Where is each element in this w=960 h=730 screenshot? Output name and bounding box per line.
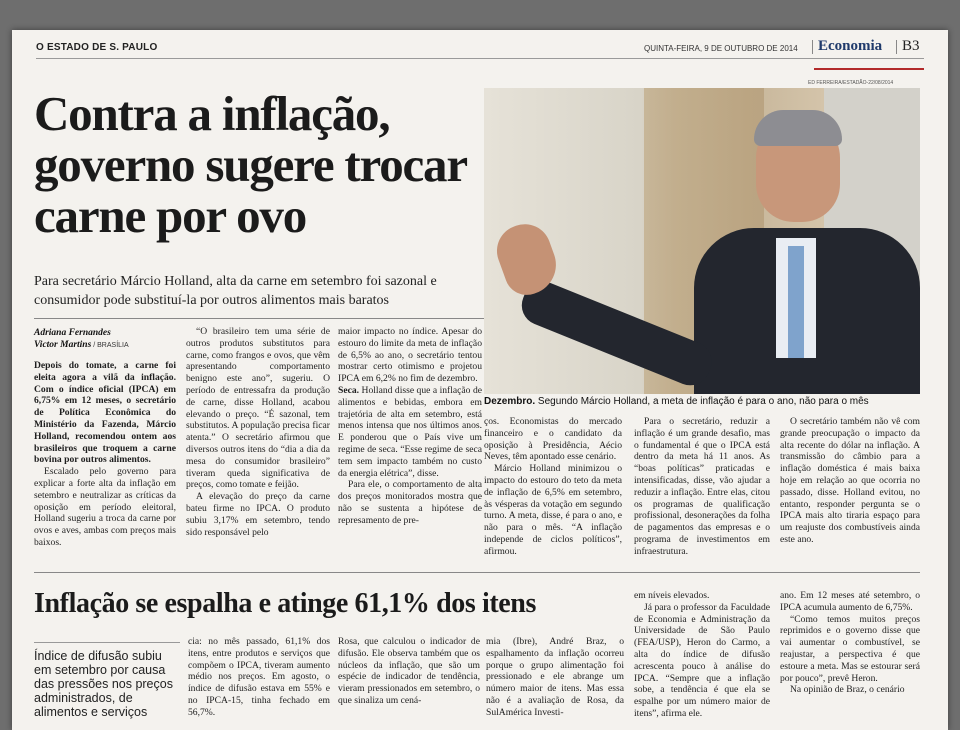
section-kicker: Seca. [338,384,360,396]
body-paragraph: Já para o professor da Faculdade de Economia e Administração da Universidade de São Paulo (FEA/USP), Heron do Carmo, a alta do índice de difusão acrescenta pouco à análise do IPCA. “Sempre que a inflação sobe, a tendência é que ela se espalhe por um número maior de itens”, afirma ele. [634,601,770,719]
second-article-column-3 [486,636,624,719]
newspaper-page [12,30,948,730]
article-column-2 [186,326,330,538]
second-article-column-5 [780,590,920,696]
subhead-rule [34,318,484,319]
header-divider [896,40,897,54]
body-paragraph-kicker [338,385,482,479]
body-paragraph: “Como temos muitos preços reprimidos e o governo disse que vai aumentar o combustível, se reajustar, a perspectiva é que estoure a meta. Mas se estourar será por pouco”, prevê Heron. [780,613,920,684]
section-name: Economia [818,38,883,54]
header-divider [812,40,813,54]
article-column-4 [484,416,622,558]
body-paragraph: em níveis elevados. [634,590,710,601]
body-paragraph: cia: no mês passado, 61,1% dos itens, entre produtos e serviços que compõem o IPCA, tiveram aumento médio nos preços. Em agosto, o índice de difusão estava em 55% e no IPCA-15, tinha fechado em 56,7%. [188,636,330,718]
body-paragraph: Rosa, que calculou o indicador de difusão. Ele observa também que os núcleos da inflação, que são um espécie de indicador de tendência, vieram pressionados em setembro, o que sinaliza um cená- [338,636,480,706]
article-column-6 [780,416,920,546]
article-photo [484,88,920,394]
photo-credit: ED FERREIRA/ESTADÃO-22/08/2014 [808,80,894,86]
lead-paragraph: Depois do tomate, a carne foi eleita agora a vilã da inflação. Com o índice oficial (IPCA) em 6,75% em 12 meses, o secretário de Política Econômica do Ministério da Fazenda, Márcio Holland, recomendou ontem aos brasileiros que troquem a carne bovina por outros alimentos. [34,360,176,466]
article-column-1 [34,360,176,549]
body-paragraph: “O brasileiro tem uma série de outros produtos substitutos para carne, como frangos e ovos, que vêm apresentando comportamento benigno este ano”, sugeriu. O período de entressafra da produção de carne, disse Holland, acabou elevando o preço. “É sazonal, tem substitutos. A população precisa ficar atenta.” O secretário afirmou que diversos outros itens do “dia a dia da mesa do consumidor brasileiro” tiveram queda significativa de preços, como tomate e feijão. [186,326,330,491]
article-divider [34,572,920,573]
body-paragraph: Para ele, o comportamento de alta dos preços monitorados mostra que não se sustenta a hipótese de represamento de pre- [338,479,482,526]
body-paragraph: mia (Ibre), André Braz, o espalhamento da inflação ocorreu porque o grupo alimentação foi pressionado e ele abrange um número maior de itens. Mas essa não é a avaliação de Rosa, da SulAmérica Investi- [486,636,624,718]
second-article-column-2 [338,636,480,707]
byline-location: / BRASÍLIA [91,342,129,349]
body-paragraph: ano. Em 12 meses até setembro, o IPCA acumula aumento de 6,75%. [780,590,920,613]
article-subhead: Para secretário Márcio Holland, alta da carne em setembro foi sazonal e consumidor pode substituí-la por outros alimentos mais baratos [34,274,437,308]
body-paragraph: Na opinião de Braz, o cenário [790,684,905,696]
byline-author-1: Adriana Fernandes [34,328,111,338]
caption-kicker: Dezembro. [484,396,536,407]
article-column-5 [634,416,770,558]
second-article-summary: Índice de difusão subiu em setembro por causa das pressões nos preços administrados, de alimentos e serviços [34,642,180,719]
article-headline: Contra a inflação, governo sugere trocar carne por ovo [34,86,467,243]
body-paragraph: Márcio Holland minimizou o impacto do estouro do teto da meta de inflação de 6,5% em setembro, às vésperas da votação em segundo turno. A meta, disse, é para o ano, e não para o mês. “A inflação independe de ciclos políticos”, afirmou. [484,463,622,557]
body-paragraph: Para o secretário, reduzir a inflação é um grande desafio, mas o fundamental é que o IPCA está dentro da meta há 11 anos. As “boas políticas” praticadas e intensificadas, disse, vão ajudar a reduzir a inflação. Entre elas, citou os programas de qualificação profissional, desonerações da folha de pagamentos das empresas e o programa de investimentos em infraestrutura. [634,416,770,557]
second-article-column-4 [634,590,770,720]
second-article-headline: Inflação se espalha e atinge 61,1% dos itens [34,588,536,619]
second-article-column-1 [188,636,330,719]
byline-author-name: Victor Martins [34,340,92,350]
section-accent-rule [814,68,924,70]
body-paragraph: maior impacto no índice. Apesar do estouro do limite da meta de inflação de 6,5% ao ano, o secretário tentou mostrar certo otimismo e projetou IPCA em 6,2% no fim de dezembro. [338,326,482,385]
caption-text: Segundo Márcio Holland, a meta de inflação é para o ano, não para o mês [535,396,869,407]
kicker-text: Holland disse que a inflação de alimentos e bebidas, embora em trajetória de alta em setembro, está menos intensa que nos últimos anos. E ponderou que o País vive um regime de seca. “Esse regime de seca tem sem impacto também no custo da energia elétrica”, disse. [338,384,482,479]
body-paragraph: O secretário também não vê com grande preocupação o impacto da alta recente do dólar na inflação. A transmissão do câmbio para a inflação doméstica é mais baixa hoje em relação ao que ocorria no passado, disse. Holland evitou, no entanto, responder pergunta se o IPCA mais alto tiraria espaço para um reajuste dos combustíveis ainda este ano. [780,416,920,545]
article-column-3 [338,326,482,527]
body-paragraph: Escalado pelo governo para explicar a forte alta da inflação em setembro e neutralizar as críticas da oposição em período eleitoral, Holland sugeriu a troca da carne por ovos e aves, ambas com preços mais baixos. [34,466,176,548]
masthead: O ESTADO DE S. PAULO [36,42,158,53]
body-paragraph: ços. Economistas do mercado financeiro e o candidato da oposição à Presidência, Aécio Neves, têm apontado esse cenário. [484,416,622,463]
header-rule [36,58,924,59]
page-number: B3 [902,38,920,54]
byline-author-2 [34,340,129,350]
issue-date: QUINTA-FEIRA, 9 DE OUTUBRO DE 2014 [644,44,798,53]
photo-caption [484,396,920,407]
body-paragraph: A elevação do preço da carne bateu firme no IPCA. O produto subiu 3,17% em setembro, tendo sido responsável pelo [186,491,330,538]
